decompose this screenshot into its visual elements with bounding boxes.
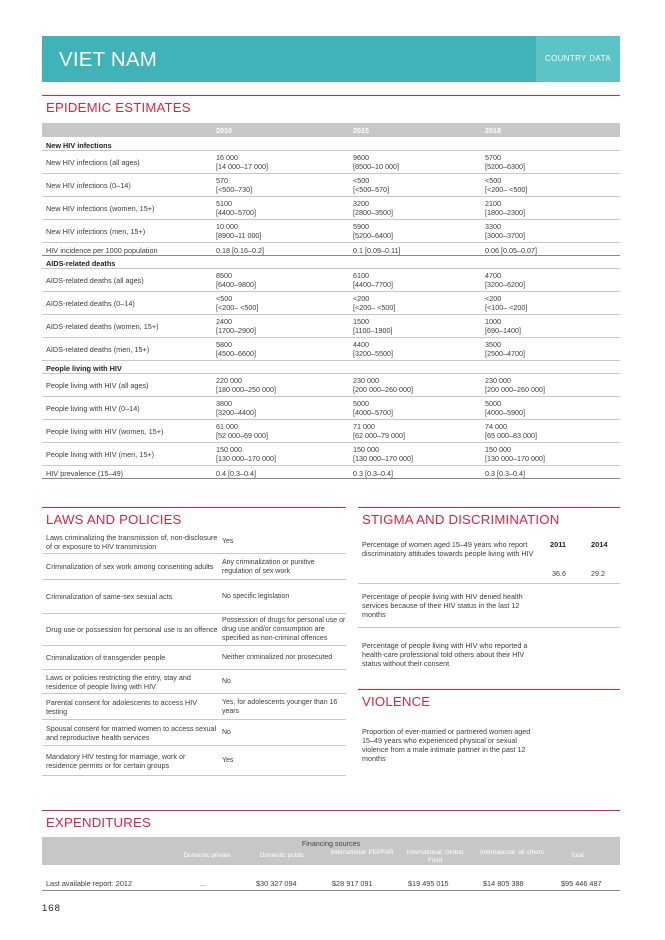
estimate-value: 5000 bbox=[353, 399, 369, 408]
estimate-value: 2100 bbox=[485, 199, 501, 208]
estimate-cell bbox=[485, 399, 525, 417]
row-label: AIDS-related deaths (0–14) bbox=[46, 299, 135, 308]
estimate-range: [<200– <500] bbox=[216, 303, 259, 312]
estimate-range: [130 000–170 000] bbox=[353, 454, 413, 463]
table-row bbox=[42, 174, 620, 197]
estimate-cell bbox=[216, 422, 268, 440]
estimate-cell bbox=[353, 422, 405, 440]
table-row bbox=[42, 315, 620, 338]
estimate-cell bbox=[216, 199, 256, 217]
estimate-cell bbox=[216, 271, 256, 289]
estimate-range: [5200–6300] bbox=[485, 162, 525, 171]
estimate-cell bbox=[353, 399, 393, 417]
estimate-cell bbox=[216, 176, 252, 194]
estimate-value: 10 000 bbox=[216, 222, 238, 231]
estimate-value: 150 000 bbox=[216, 445, 242, 454]
policy-question: Drug use or possession for personal use is an offence bbox=[46, 625, 218, 634]
policy-row bbox=[42, 720, 346, 746]
estimate-value: 4400 bbox=[353, 340, 369, 349]
estimate-cell bbox=[216, 294, 258, 312]
row-label: New HIV infections (women, 15+) bbox=[46, 204, 155, 213]
estimate-range: [65 000–83 000] bbox=[485, 431, 537, 440]
stigma-year-header: 2014 bbox=[591, 540, 608, 549]
estimate-value: 5100 bbox=[216, 199, 232, 208]
estimate-value: 71 000 bbox=[353, 422, 375, 431]
estimate-cell bbox=[216, 340, 256, 358]
expenditure-value: $30 327 094 bbox=[256, 879, 297, 888]
estimate-value: 2400 bbox=[216, 317, 232, 326]
policy-row bbox=[42, 530, 346, 554]
estimate-range: [<200– <500] bbox=[353, 303, 396, 312]
expenditures-title: EXPENDITURES bbox=[46, 815, 151, 830]
estimate-cell bbox=[353, 445, 413, 463]
stigma-item-text: Percentage of people living with HIV denied health services because of their HIV status in the last 12 months bbox=[362, 592, 523, 619]
financing-column: Domestic public bbox=[259, 852, 305, 859]
estimate-cell bbox=[485, 294, 527, 312]
stigma-title: STIGMA AND DISCRIMINATION bbox=[362, 512, 560, 527]
policy-question: Spousal consent for married women to access sexual and reproductive health services bbox=[46, 723, 217, 742]
policy-answer: Any criminalization or punitive regulation of sex work bbox=[222, 558, 315, 575]
estimate-range: [<500–570] bbox=[353, 185, 390, 194]
policy-question: Mandatory HIV testing for marriage, work or residence permits or for certain groups bbox=[46, 751, 186, 770]
financing-column: International: all others bbox=[480, 849, 544, 856]
policy-question: Criminalization of same-sex sexual acts bbox=[46, 592, 173, 601]
row-label: AIDS-related deaths (men, 15+) bbox=[46, 345, 150, 354]
table-group-header bbox=[42, 361, 620, 374]
policy-answer: Yes bbox=[222, 538, 234, 545]
estimate-cell bbox=[485, 422, 537, 440]
estimate-value: 74 000 bbox=[485, 422, 507, 431]
policy-row bbox=[42, 554, 346, 580]
estimate-cell bbox=[353, 294, 395, 312]
table-row bbox=[42, 466, 620, 479]
financing-sources-label: Financing sources bbox=[301, 839, 361, 848]
policy-answer: Yes bbox=[222, 757, 234, 764]
policy-question: Laws or policies restricting the entry, stay and residence of people living with HIV bbox=[46, 672, 191, 691]
estimate-value: 3800 bbox=[216, 399, 232, 408]
estimate-value: 0.06 [0.05–0.07] bbox=[485, 246, 537, 255]
row-label: HIV prevalence (15–49) bbox=[46, 469, 124, 478]
estimate-range: [4000–5700] bbox=[353, 408, 393, 417]
estimate-cell bbox=[216, 399, 256, 417]
estimate-range: [4000–5900] bbox=[485, 408, 525, 417]
estimate-range: [52 000–69 000] bbox=[216, 431, 268, 440]
estimate-value: 3500 bbox=[485, 340, 501, 349]
policy-question: Laws criminalizing the transmission of, non-disclosure of or exposure to HIV transmission bbox=[46, 532, 218, 551]
estimate-value: 1000 bbox=[485, 317, 501, 326]
estimate-cell bbox=[485, 317, 521, 335]
expenditure-row bbox=[42, 875, 620, 891]
expenditure-row-label: Last available report: 2012 bbox=[46, 879, 132, 888]
estimate-range: [3200–6200] bbox=[485, 280, 525, 289]
estimate-value: <200 bbox=[353, 294, 370, 303]
country-banner bbox=[42, 36, 620, 82]
estimate-value: 3200 bbox=[353, 199, 369, 208]
policy-answer: Neither criminalized nor prosecuted bbox=[222, 654, 333, 661]
row-label: New HIV infections (all ages) bbox=[46, 158, 140, 167]
estimate-cell bbox=[485, 376, 545, 394]
estimate-range: [<100– <200] bbox=[485, 303, 528, 312]
estimate-cell bbox=[353, 199, 393, 217]
estimate-range: [180 000–250 000] bbox=[216, 385, 276, 394]
estimate-range: [6400–9800] bbox=[216, 280, 256, 289]
policy-answer: Yes, for adolescents younger than 16 years bbox=[222, 698, 338, 715]
table-row bbox=[42, 443, 620, 466]
policy-answer: No specific legislation bbox=[222, 593, 290, 600]
policy-answer: No bbox=[222, 729, 231, 736]
estimate-value: 3300 bbox=[485, 222, 501, 231]
violence-text: Proportion of ever-married or partnered women aged 15–49 years who experienced physical or sexual violence from a male intimate partner in the past 12 months bbox=[362, 727, 531, 763]
expenditure-value: $19 495 015 bbox=[408, 879, 449, 888]
estimate-value: 0.1 [0.09–0.11] bbox=[353, 246, 401, 255]
stigma-year-header: 2011 bbox=[550, 540, 567, 549]
estimate-cell bbox=[353, 317, 392, 335]
policy-question: Parental consent for adolescents to access HIV testing bbox=[46, 697, 198, 716]
estimate-value: 570 bbox=[216, 176, 228, 185]
row-label: AIDS-related deaths (all ages) bbox=[46, 276, 144, 285]
estimate-value: 0.3 [0.3–0.4] bbox=[485, 469, 525, 478]
estimate-cell bbox=[216, 445, 276, 463]
estimate-value: 5700 bbox=[485, 153, 501, 162]
table-row bbox=[42, 220, 620, 243]
table-row bbox=[42, 374, 620, 397]
estimate-cell bbox=[353, 153, 399, 171]
estimate-range: [62 000–79 000] bbox=[353, 431, 405, 440]
expenditure-value: $95 446 487 bbox=[561, 879, 602, 888]
section-rule bbox=[358, 507, 620, 508]
country-name: VIET NAM bbox=[59, 48, 158, 71]
estimate-range: [200 000–260 000] bbox=[353, 385, 413, 394]
section-rule bbox=[42, 95, 620, 96]
estimate-cell bbox=[353, 340, 393, 358]
estimate-value: <500 bbox=[353, 176, 370, 185]
table-group-header bbox=[42, 138, 620, 151]
estimate-range: [4400–7700] bbox=[353, 280, 393, 289]
section-rule bbox=[42, 810, 620, 811]
laws-and-policies-title: LAWS AND POLICIES bbox=[46, 512, 182, 527]
financing-column: Total bbox=[570, 852, 584, 859]
row-label: New HIV infections bbox=[46, 141, 112, 150]
row-label: People living with HIV (all ages) bbox=[46, 381, 149, 390]
estimate-cell bbox=[485, 199, 525, 217]
estimate-value: 150 000 bbox=[353, 445, 379, 454]
stigma-item-text: Percentage of women aged 15–49 years who report discriminatory attitudes towards people living with HIV bbox=[362, 540, 534, 558]
estimate-range: [8500–10 000] bbox=[353, 162, 399, 171]
estimate-range: [14 000–17 000] bbox=[216, 162, 268, 171]
estimate-range: [5200–6400] bbox=[353, 231, 393, 240]
estimate-value: 5900 bbox=[353, 222, 369, 231]
estimate-range: [200 000–260 000] bbox=[485, 385, 545, 394]
estimate-range: [3200–4400] bbox=[216, 408, 256, 417]
financing-header bbox=[42, 837, 620, 865]
stigma-value: 36.6 bbox=[552, 569, 566, 578]
policy-row bbox=[42, 746, 346, 776]
estimate-value: 61 000 bbox=[216, 422, 238, 431]
policy-answer: No bbox=[222, 678, 231, 685]
estimate-value: <500 bbox=[216, 294, 233, 303]
estimate-cell bbox=[216, 376, 276, 394]
estimate-value: 0.4 [0.3–0.4] bbox=[216, 469, 256, 478]
table-row bbox=[42, 197, 620, 220]
row-label: People living with HIV bbox=[46, 364, 122, 373]
policy-row bbox=[42, 670, 346, 694]
estimate-value: 1500 bbox=[353, 317, 369, 326]
estimate-cell bbox=[216, 317, 256, 335]
estimate-value: 6100 bbox=[353, 271, 369, 280]
estimate-range: [1700–2900] bbox=[216, 326, 256, 335]
estimate-value: 5000 bbox=[485, 399, 501, 408]
estimate-value: 5800 bbox=[216, 340, 232, 349]
estimate-value: 150 000 bbox=[485, 445, 511, 454]
violence-title: VIOLENCE bbox=[362, 694, 431, 709]
estimate-range: [4400–5700] bbox=[216, 208, 256, 217]
estimate-cell bbox=[485, 340, 525, 358]
financing-column: International: Global Fund bbox=[406, 849, 464, 864]
row-label: People living with HIV (0–14) bbox=[46, 404, 140, 413]
estimate-range: [130 000–170 000] bbox=[216, 454, 276, 463]
row-label: New HIV infections (men, 15+) bbox=[46, 227, 146, 236]
table-row bbox=[42, 151, 620, 174]
policy-row bbox=[42, 580, 346, 614]
stigma-item-text: Percentage of people living with HIV who reported a health-care professional told others about their HIV status without their consent bbox=[362, 641, 528, 668]
estimate-cell bbox=[485, 445, 545, 463]
estimate-cell bbox=[353, 176, 389, 194]
table-row bbox=[42, 338, 620, 361]
estimate-value: 8500 bbox=[216, 271, 232, 280]
estimate-cell bbox=[353, 271, 393, 289]
row-divider bbox=[358, 627, 620, 628]
financing-column: International: PEPFAR bbox=[330, 849, 394, 856]
estimate-value: 0.18 [0.16–0.2] bbox=[216, 246, 264, 255]
estimate-cell bbox=[485, 176, 527, 194]
estimate-cell bbox=[485, 271, 525, 289]
estimate-value: 4700 bbox=[485, 271, 501, 280]
estimate-cell bbox=[216, 153, 268, 171]
estimate-cell bbox=[485, 153, 525, 171]
row-label: AIDS-related deaths bbox=[46, 259, 116, 268]
section-rule bbox=[42, 507, 346, 508]
estimate-range: [1800–2300] bbox=[485, 208, 525, 217]
estimate-value: 16 000 bbox=[216, 153, 238, 162]
stigma-value: 29.2 bbox=[591, 569, 605, 578]
epidemic-estimates-title: EPIDEMIC ESTIMATES bbox=[46, 100, 191, 115]
policy-answer: Possession of drugs for personal use or drug use and/or consumption are specified as non-criminal offences bbox=[222, 617, 346, 642]
table-row bbox=[42, 397, 620, 420]
estimate-value: 230 000 bbox=[485, 376, 511, 385]
table-row bbox=[42, 420, 620, 443]
row-label: AIDS-related deaths (women, 15+) bbox=[46, 322, 159, 331]
estimate-cell bbox=[485, 222, 525, 240]
estimate-range: [<500–730] bbox=[216, 185, 253, 194]
expenditure-value: ... bbox=[200, 879, 207, 888]
estimate-value: <200 bbox=[485, 294, 502, 303]
expenditure-value: $28 917 091 bbox=[332, 879, 373, 888]
page-number: 168 bbox=[42, 903, 61, 914]
estimate-cell bbox=[353, 376, 413, 394]
estimate-cell bbox=[216, 222, 261, 240]
estimate-range: [130 000–170 000] bbox=[485, 454, 545, 463]
row-label: People living with HIV (women, 15+) bbox=[46, 427, 164, 436]
estimate-range: [3000–3700] bbox=[485, 231, 525, 240]
estimate-range: [1100–1900] bbox=[353, 326, 393, 335]
policy-row bbox=[42, 646, 346, 670]
section-rule bbox=[358, 689, 620, 690]
row-label: People living with HIV (men, 15+) bbox=[46, 450, 155, 459]
estimate-range: [3200–5500] bbox=[353, 349, 393, 358]
estimate-value: 220 000 bbox=[216, 376, 242, 385]
policy-question: Criminalization of sex work among consenting adults bbox=[46, 562, 214, 571]
row-label: HIV incidence per 1000 population bbox=[46, 246, 158, 255]
row-label: New HIV infections (0–14) bbox=[46, 181, 131, 190]
year-header: 2018 bbox=[485, 126, 501, 135]
table-row bbox=[42, 243, 620, 256]
estimate-value: <500 bbox=[485, 176, 502, 185]
financing-column: Domestic private bbox=[183, 852, 231, 859]
table-row bbox=[42, 269, 620, 292]
estimate-range: [2500–4700] bbox=[485, 349, 525, 358]
policy-row bbox=[42, 694, 346, 720]
expenditure-value: $14 805 388 bbox=[483, 879, 524, 888]
year-header: 2015 bbox=[353, 126, 369, 135]
estimate-cell bbox=[353, 222, 393, 240]
estimate-range: [690–1400] bbox=[485, 326, 521, 335]
year-header: 2010 bbox=[216, 126, 232, 135]
epidemic-table-header bbox=[42, 123, 620, 137]
estimate-value: 9600 bbox=[353, 153, 369, 162]
estimate-value: 0.3 [0.3–0.4] bbox=[353, 469, 393, 478]
estimate-range: [<200– <500] bbox=[485, 185, 528, 194]
estimate-range: [2800–3500] bbox=[353, 208, 393, 217]
policy-row bbox=[42, 614, 346, 646]
row-divider bbox=[358, 583, 620, 584]
estimate-value: 230 000 bbox=[353, 376, 379, 385]
table-row bbox=[42, 292, 620, 315]
policy-question: Criminalization of transgender people bbox=[46, 653, 166, 662]
estimate-range: [4500–6600] bbox=[216, 349, 256, 358]
country-data-tag: COUNTRY DATA bbox=[536, 36, 620, 82]
estimate-range: [8900–11 000] bbox=[216, 231, 262, 240]
table-group-header bbox=[42, 256, 620, 269]
